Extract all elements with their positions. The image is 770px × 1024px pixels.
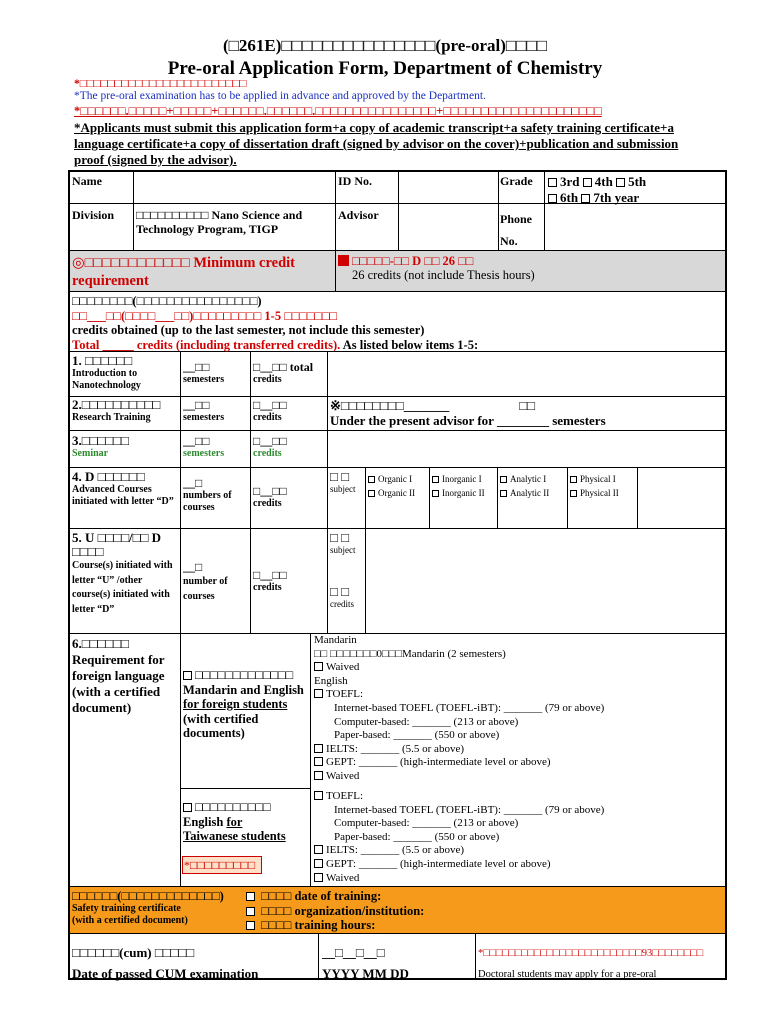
foreign-students-en3: (with certified documents): [183, 711, 259, 740]
cum-note-cn: *□□□□□□□□□□□□□□□□□□□□□□□□□93□□□□□□□□: [478, 948, 704, 959]
grade-5th-checkbox[interactable]: [616, 178, 625, 187]
english-waived-checkbox[interactable]: [314, 771, 323, 780]
safety-fields: [246, 889, 716, 933]
name-label: Name: [72, 174, 102, 188]
mandarin-heading: Mandarin: [314, 634, 357, 646]
credits-obtained-block: [72, 294, 722, 352]
organic1-label: Organic I: [378, 474, 413, 484]
english-waived-label: Waived: [326, 769, 360, 782]
safety-label: [72, 889, 248, 927]
grade-6th-label: 6th: [560, 190, 579, 205]
item2-advisor-note: [330, 398, 722, 428]
foreign-students-en2: for foreign students: [183, 697, 288, 711]
training-org-label: organization/institution:: [294, 903, 425, 918]
item2-title: [72, 398, 178, 424]
item3-cred-label: credits: [253, 448, 282, 459]
item1-title-en: Introduction to Nanotechnology: [72, 368, 141, 391]
note-documents-en: *Applicants must submit this application form+a copy of academic transcript+a safety training certificate+a language certificate+a copy of dissertation draft (signed by advisor on the cover)+publication and submission proof (signed by the advisor).: [74, 120, 679, 167]
toefl-ibt-line: Internet-based TOEFL (TOEFL-iBT): _______ (79 or above): [334, 701, 605, 714]
tw-toefl-label: TOEFL:: [326, 790, 364, 802]
item2-cred-label: credits: [253, 412, 282, 423]
taiwan-students-block: [183, 800, 309, 844]
item3-sem-blank[interactable]: __□□: [183, 434, 210, 448]
grade-3rd-label: 3rd: [560, 174, 580, 189]
form-code-title: (□261E)□□□□□□□□□□□□□□□(pre-oral)□□□□: [222, 36, 547, 55]
item2-sem-label: semesters: [183, 412, 225, 423]
note-advance-en: *The pre-oral examination has to be applied in advance and approved by the Department.: [74, 90, 486, 102]
tw-waived-label: Waived: [326, 871, 360, 884]
tw-ielts-line: IELTS: _______ (5.5 or above): [326, 844, 464, 857]
item1-cred-blank[interactable]: □__□□ total: [253, 360, 314, 374]
tw-toefl-cbt-line: Computer-based: _______ (213 or above): [334, 817, 519, 830]
item4-num-label: numbers of courses: [183, 490, 232, 513]
tw-gept-checkbox[interactable]: [314, 859, 323, 868]
item1-sem-blank[interactable]: __□□: [183, 360, 210, 374]
name-field[interactable]: [134, 172, 334, 202]
min-credit-marker-icon: [338, 255, 349, 266]
note-documents-cn: *□□□□□□.□□□□□+□□□□□+□□□□□□.□□□□□□.□□□□□□□□□□□□□□□□+□□□□□□□□□□□□□□□□□□□□□: [74, 104, 602, 118]
item5-title-cn: 5. U □□□□/□□ D □□□□: [72, 531, 162, 559]
foreign-students-cn: □□□□□□□□□□□□□: [195, 668, 294, 682]
physical1-label: Physical I: [580, 474, 616, 484]
cum-date[interactable]: [322, 942, 472, 984]
advisor-label: Advisor: [338, 208, 379, 222]
grade-5th-label: 5th: [628, 174, 647, 189]
toefl-label: TOEFL:: [326, 688, 364, 701]
taiwan-students-checkbox[interactable]: [183, 803, 192, 812]
item4-num-blank[interactable]: __□: [183, 476, 203, 490]
note-advance-cn: *□□□□□□□□□□□□□□□□□□□□□□□□: [74, 78, 247, 90]
cum-label: [72, 942, 316, 984]
credits-listed-line: As listed below items 1-5:: [340, 337, 479, 352]
tw-gept-line: GEPT: _______ (high-intermediate level or above): [326, 857, 551, 870]
item1-sem-label: semesters: [183, 374, 225, 385]
safety-label-cn: □□□□□□(□□□□□□□□□□□□□): [72, 889, 224, 903]
tw-toefl-ibt-line: Internet-based TOEFL (TOEFL-iBT): _______ (79 or above): [334, 803, 605, 816]
item5-title: [72, 531, 178, 617]
foreign-language-options: [314, 634, 724, 784]
item5-subject-label: subject: [330, 545, 356, 555]
item5-title-en: Course(s) initiated with letter “U” /other course(s) initiated with letter “D”: [72, 560, 173, 615]
item2-cred-blank[interactable]: □__□□: [253, 398, 287, 412]
inorganic2-checkbox[interactable]: [432, 490, 439, 497]
item5-credits-col: [330, 585, 364, 610]
item4-credits: [253, 484, 327, 510]
item5-subject: [330, 531, 364, 556]
item5-num-blank[interactable]: __□: [183, 560, 203, 574]
foreign-students-block: [183, 668, 309, 741]
tw-ielts-checkbox[interactable]: [314, 845, 323, 854]
organic2-label: Organic II: [378, 488, 416, 498]
taiwan-students-en2: Taiwanese students: [183, 829, 286, 843]
safety-label-en2: (with a certified document): [72, 915, 188, 926]
foreign-students-en1: Mandarin and English: [183, 682, 304, 697]
item4-cred-label: credits: [253, 498, 282, 509]
credits-obtained-en: credits obtained (up to the last semester, not include this semester): [72, 323, 425, 337]
id-field[interactable]: [399, 172, 497, 202]
division-value: □□□□□□□□□□ Nano Science and Technology Program, TIGP: [136, 208, 303, 236]
id-label: ID No.: [338, 174, 373, 188]
item2-credits: [253, 398, 327, 424]
phone-label: Phone No.: [500, 212, 533, 248]
gept-line: GEPT: _______ (high-intermediate level or above): [326, 756, 551, 769]
organic2-checkbox[interactable]: [368, 490, 375, 497]
credits-total-line: Total _____ credits (including transferred credits).: [72, 337, 341, 352]
mandarin-waived-label: Waived: [326, 661, 360, 674]
item3-title-cn: 3.□□□□□□: [72, 434, 129, 448]
item2-semesters: [183, 398, 249, 424]
item1-semesters: [183, 360, 249, 386]
training-date-label: date of training:: [294, 889, 382, 903]
min-credit-text: ◎□□□□□□□□□□□□ Minimum credit requirement: [72, 255, 295, 289]
taiwan-students-en1: English: [183, 814, 224, 829]
physical2-label: Physical II: [580, 488, 619, 498]
item5-cred-blank[interactable]: □__□□: [253, 568, 287, 582]
cum-note-en: Doctoral students may apply for a pre-oral: [478, 969, 657, 980]
toefl-pbt-line: Paper-based: _______ (550 or above): [334, 729, 500, 742]
item4-subject-label: subject: [330, 484, 356, 494]
grade-label: Grade: [500, 174, 533, 188]
item3-semesters: [183, 434, 249, 460]
grade-year-label: year: [614, 190, 640, 205]
credits-obtained-cn: □□□□□□□□(□□□□□□□□□□□□□□□□): [72, 294, 262, 308]
cum-label-cn: □□□□□□(cum) □□□□□: [72, 945, 195, 960]
training-hours-checkbox[interactable]: [246, 921, 255, 930]
mandarin-waived-checkbox[interactable]: [314, 662, 323, 671]
item4-title-en: Advanced Courses initiated with letter “D”: [72, 484, 174, 507]
training-hours-label: training hours:: [294, 918, 376, 932]
item4-title-cn: 4. D □□□□□□: [72, 470, 145, 484]
item2-title-en: Research Training: [72, 412, 151, 423]
item4-subject-mark: □ □: [330, 470, 349, 484]
item5-credits-mark: □ □: [330, 585, 349, 599]
item4-courses: [183, 476, 249, 514]
item2-note-cn: ※□□□□□□□□_______: [330, 398, 450, 413]
ielts-line: IELTS: _______ (5.5 or above): [326, 742, 464, 755]
taiwan-students-cn: □□□□□□□□□□: [195, 800, 271, 814]
tw-waived-checkbox[interactable]: [314, 873, 323, 882]
item3-title-en: Seminar: [72, 448, 109, 459]
grade-4th-label: 4th: [594, 174, 613, 189]
cum-date-cn: __□__□__□: [322, 945, 385, 960]
item6-title-cn: 6.□□□□□□: [72, 636, 129, 651]
item3-title: [72, 434, 178, 460]
training-date-checkbox[interactable]: [246, 892, 255, 901]
foreign-students-checkbox[interactable]: [183, 671, 192, 680]
item2-note-cn-unit: □□: [519, 398, 535, 413]
cum-note: [478, 943, 724, 985]
item5-cred-label: credits: [253, 582, 282, 593]
item3-sem-label: semesters: [183, 448, 225, 459]
min-credit-value-en: 26 credits (not include Thesis hours): [352, 268, 535, 282]
tw-toefl-checkbox[interactable]: [314, 791, 323, 800]
grade-7th-checkbox[interactable]: [581, 194, 590, 203]
tw-toefl-pbt-line: Paper-based: _______ (550 or above): [334, 830, 500, 843]
analytic1-checkbox[interactable]: [500, 476, 507, 483]
taiwan-students-note: *□□□□□□□□□: [184, 858, 256, 872]
analytic1-label: Analytic I: [510, 474, 547, 484]
taiwan-language-options: [314, 790, 724, 885]
item3-cred-blank[interactable]: □__□□: [253, 434, 287, 448]
grade-7th-label: 7th: [593, 190, 612, 205]
mandarin-course-option[interactable]: □□ □□□□□□□0□□□Mandarin (2 semesters): [314, 647, 506, 660]
inorganic1-label: Inorganic I: [442, 474, 482, 484]
ielts-checkbox[interactable]: [314, 744, 323, 753]
english-heading: English: [314, 674, 348, 687]
item2-title-cn: 2.□□□□□□□□□□: [72, 398, 161, 412]
item1-credits: [253, 360, 327, 386]
physical2-checkbox[interactable]: [570, 490, 577, 497]
credits-obtained-cn2: □□___□□(□□□□___□□)□□□□□□□□□ 1-5 □□□□□□□: [72, 308, 338, 323]
division-label: Division: [72, 208, 115, 222]
taiwan-students-for: for: [226, 814, 243, 829]
item5-num-label: number of courses: [183, 576, 228, 602]
toefl-checkbox[interactable]: [314, 689, 323, 698]
grade-3rd-checkbox[interactable]: [548, 178, 557, 187]
item2-note-en: Under the present advisor for ________ semesters: [330, 413, 606, 428]
gept-checkbox[interactable]: [314, 757, 323, 766]
item4-inorganic: [432, 474, 496, 499]
item4-subject: [330, 470, 364, 495]
item1-cred-label: credits: [253, 374, 282, 385]
inorganic1-checkbox[interactable]: [432, 476, 439, 483]
item6-title: [72, 636, 178, 716]
organic1-checkbox[interactable]: [368, 476, 375, 483]
item4-title: [72, 470, 178, 508]
min-credit-value-cn: □□□□□-□□ D □□ 26 □□: [352, 254, 474, 268]
item4-physical: [570, 474, 636, 499]
item3-credits: [253, 434, 327, 460]
toefl-cbt-line: Computer-based: _______ (213 or above): [334, 715, 519, 728]
item4-analytic: [500, 474, 566, 499]
item1-title-cn: 1. □□□□□□: [72, 354, 133, 368]
grade-4th-checkbox[interactable]: [583, 178, 592, 187]
analytic2-checkbox[interactable]: [500, 490, 507, 497]
item1-title: [72, 354, 178, 392]
grade-6th-checkbox[interactable]: [548, 194, 557, 203]
advisor-field[interactable]: [399, 205, 497, 249]
physical1-checkbox[interactable]: [570, 476, 577, 483]
training-date-cn: □□□□: [261, 889, 292, 903]
training-hours-cn: □□□□: [261, 918, 292, 932]
analytic2-label: Analytic II: [510, 488, 550, 498]
cum-date-format: YYYY MM DD: [322, 966, 409, 981]
item5-credits-label: credits: [330, 599, 354, 609]
item4-organic: [368, 474, 428, 499]
inorganic2-label: Inorganic II: [442, 488, 485, 498]
form-title: Pre-oral Application Form, Department of Chemistry: [167, 58, 603, 79]
training-org-cn: □□□□: [261, 903, 292, 918]
cum-label-en: Date of passed CUM examination: [72, 966, 259, 981]
grade-options: [548, 174, 724, 206]
item6-title-en: Requirement for foreign language (with a certified document): [72, 652, 165, 715]
safety-label-en1: Safety training certificate: [72, 903, 181, 914]
min-credit-label: [72, 254, 334, 290]
item5-subject-mark: □ □: [330, 531, 349, 545]
training-org-checkbox[interactable]: [246, 907, 255, 916]
item2-sem-blank[interactable]: __□□: [183, 398, 210, 412]
min-credit-value: [338, 254, 718, 282]
item4-cred-blank[interactable]: □__□□: [253, 484, 287, 498]
phone-field[interactable]: [545, 205, 724, 249]
item5-credits: [253, 568, 327, 594]
item5-courses: [183, 560, 249, 604]
